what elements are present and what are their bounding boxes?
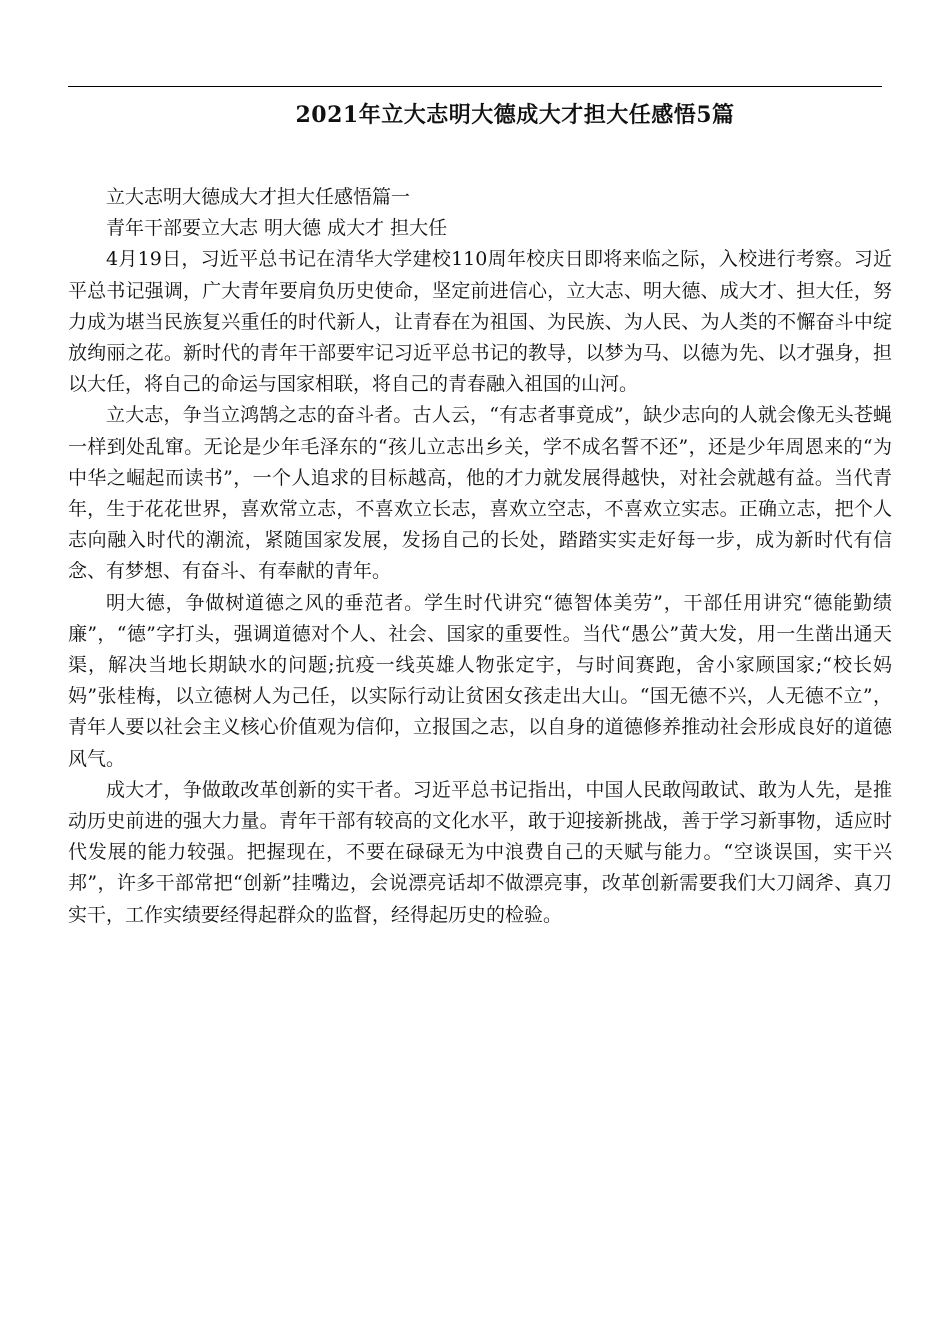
paragraph-virtue: 明大德，争做树道德之风的垂范者。学生时代讲究“德智体美劳”，干部任用讲究“德能勤绩廉”，“德”字打头，强调道德对个人、社会、国家的重要性。当代“愚公”黄大发，用一生凿出通天渠，解决当地长期缺水的问题;抗疫一线英雄人物张定宇，与时间赛跑，舍小家顾国家;“校长妈妈”张桂梅，以立德树人为己任，以实际行动让贫困女孩走出大山。“国无德不兴，人无德不立”，青年人要以社会主义核心价值观为信仰，立报国之志，以自身的道德修养推动社会形成良好的道德风气。: [68, 591, 892, 770]
section-heading: 立大志明大德成大才担大任感悟篇一: [106, 186, 411, 208]
paragraph-ambition: 立大志，争当立鸿鹄之志的奋斗者。古人云，“有志者事竟成”，缺少志向的人就会像无头苍蝇一样到处乱窜。无论是少年毛泽东的“孩儿立志出乡关，学不成名誓不还”，还是少年周恩来的“为中华之崛起而读书”，一个人追求的目标越高，他的才力就发展得越快，对社会就越有益。当代青年，生于花花世界，喜欢常立志，不喜欢立长志，喜欢立空志，不喜欢立实志。正确立志，把个人志向融入时代的潮流，紧随国家发展，发扬自己的长处，踏踏实实走好每一步，成为新时代有信念、有梦想、有奋斗、有奉献的青年。: [68, 404, 892, 583]
paragraph-talent: 成大才，争做敢改革创新的实干者。习近平总书记指出，中国人民敢闯敢试、敢为人先，是推动历史前进的强大力量。青年干部有较高的文化水平，敢于迎接新挑战，善于学习新事物，适应时代发展的能力较强。把握现在，不要在碌碌无为中浪费自己的天赋与能力。“空谈误国，实干兴邦”，许多干部常把“创新”挂嘴边，会说漂亮话却不做漂亮事，改革创新需要我们大刀阔斧、真刀实干，工作实绩要经得起群众的监督，经得起历史的检验。: [68, 778, 892, 926]
header-rule: [68, 86, 882, 87]
document-title: 2021年立大志明大德成大才担大任感悟5篇: [295, 102, 735, 128]
article-title: 青年干部要立大志 明大德 成大才 担大任: [106, 217, 448, 240]
paragraph-intro: 4月19日，习近平总书记在清华大学建校110周年校庆日即将来临之际，入校进行考察。习近平总书记强调，广大青年要肩负历史使命，坚定前进信心，立大志、明大德、成大才、担大任，努力成为堪当民族复兴重任的时代新人，让青春在为祖国、为民族、为人民、为人类的不懈奋斗中绽放绚丽之花。新时代的青年干部要牢记习近平总书记的教导，以梦为马、以德为先、以才强身，担以大任，将自己的命运与国家相联，将自己的青春融入祖国的山河。: [68, 248, 892, 396]
document-body: [68, 182, 892, 931]
